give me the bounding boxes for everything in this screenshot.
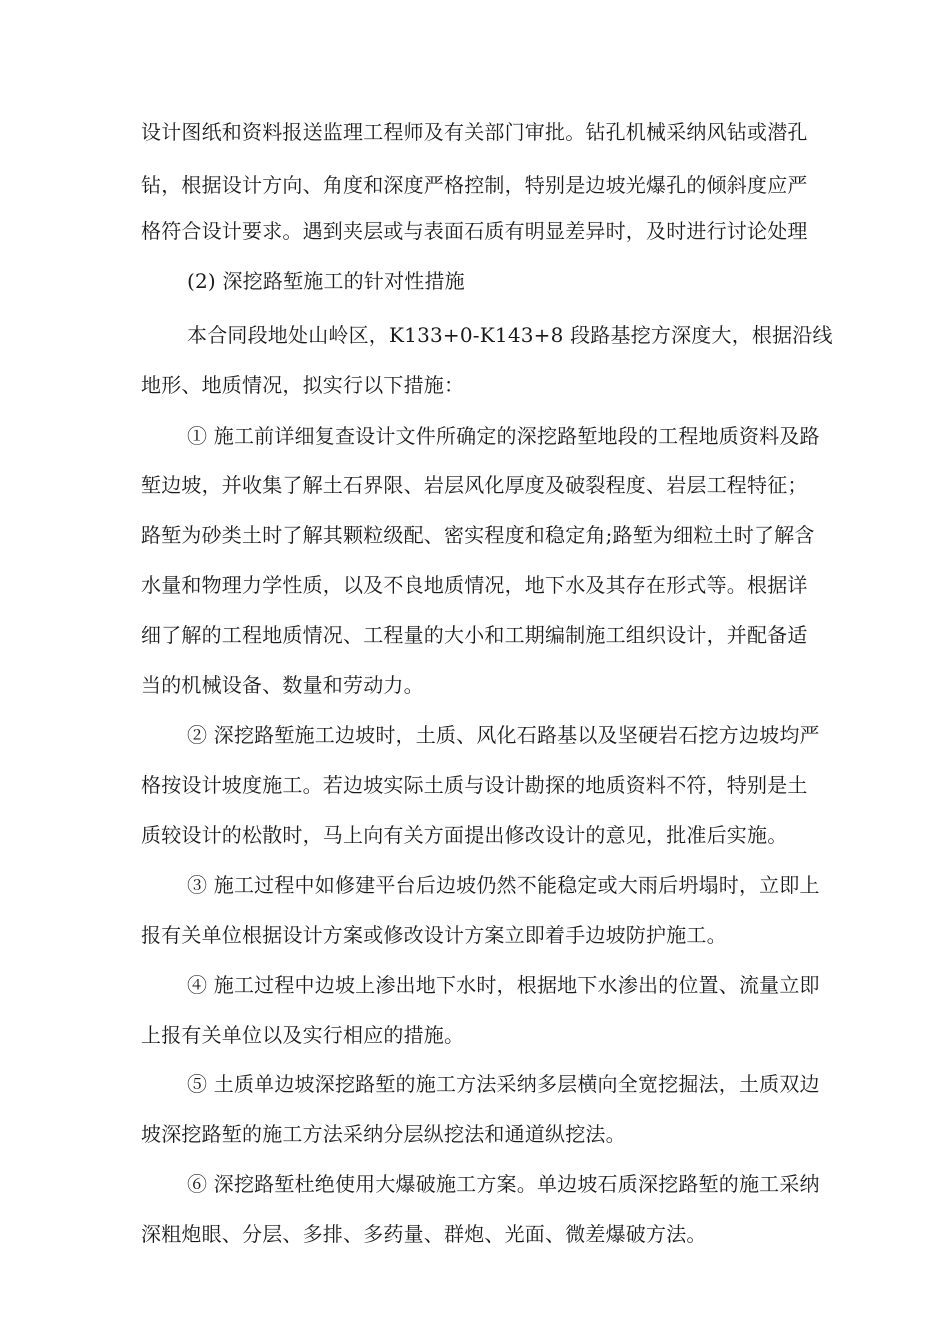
text-line: 路堑为砂类土时了解其颗粒级配、密实程度和稳定角;路堑为细粒土时了解含 [141,523,815,547]
text-line: 设计图纸和资料报送监理工程师及有关部门审批。钻孔机械采纳风钻或潜孔 [141,120,808,144]
text-line: 深粗炮眼、分层、多排、多药量、群炮、光面、微差爆破方法。 [141,1222,707,1246]
section-heading: (2) 深挖路堑施工的针对性措施 [187,269,465,293]
text-line: 细了解的工程地质情况、工程量的大小和工期编制施工组织设计，并配备适 [141,623,808,647]
list-item-text: ③ 施工过程中如修建平台后边坡仍然不能稳定或大雨后坍塌时，立即上 [187,873,820,897]
text-line: 上报有关单位以及实行相应的措施。 [141,1023,465,1047]
list-item-text: ① 施工前详细复查设计文件所确定的深挖路堑地段的工程地质资料及路 [187,424,820,448]
text-line: 格符合设计要求。遇到夹层或与表面石质有明显差异时，及时进行讨论处理 [141,219,808,243]
list-item-text: ② 深挖路堑施工边坡时，土质、风化石路基以及坚硬岩石挖方边坡均严 [187,723,820,747]
text-line: 当的机械设备、数量和劳动力。 [141,673,424,697]
text-line: 地形、地质情况，拟实行以下措施： [141,373,465,397]
text-line: 质较设计的松散时，马上向有关方面提出修改设计的意见，批准后实施。 [141,823,788,847]
text-line: 钻，根据设计方向、角度和深度严格控制，特别是边坡光爆孔的倾斜度应严 [141,173,808,197]
list-item-text: ④ 施工过程中边坡上渗出地下水时，根据地下水渗出的位置、流量立即 [187,973,820,997]
text-line: 报有关单位根据设计方案或修改设计方案立即着手边坡防护施工。 [141,923,727,947]
list-item-text: ⑤ 土质单边坡深挖路堑的施工方法采纳多层横向全宽挖掘法，土质双边 [187,1072,820,1096]
text-line: 格按设计坡度施工。若边坡实际土质与设计勘探的地质资料不符，特别是土 [141,773,808,797]
text-line: 本合同段地处山岭区，K133+0-K143+8 段路基挖方深度大，根据沿线 [187,323,833,347]
text-line: 堑边坡，并收集了解土石界限、岩层风化厚度及破裂程度、岩层工程特征； [141,473,808,497]
list-item-text: ⑥ 深挖路堑杜绝使用大爆破施工方案。单边坡石质深挖路堑的施工采纳 [187,1172,820,1196]
text-line: 水量和物理力学性质，以及不良地质情况，地下水及其存在形式等。根据详 [141,573,808,597]
text-line: 坡深挖路堑的施工方法采纳分层纵挖法和通道纵挖法。 [141,1122,626,1146]
